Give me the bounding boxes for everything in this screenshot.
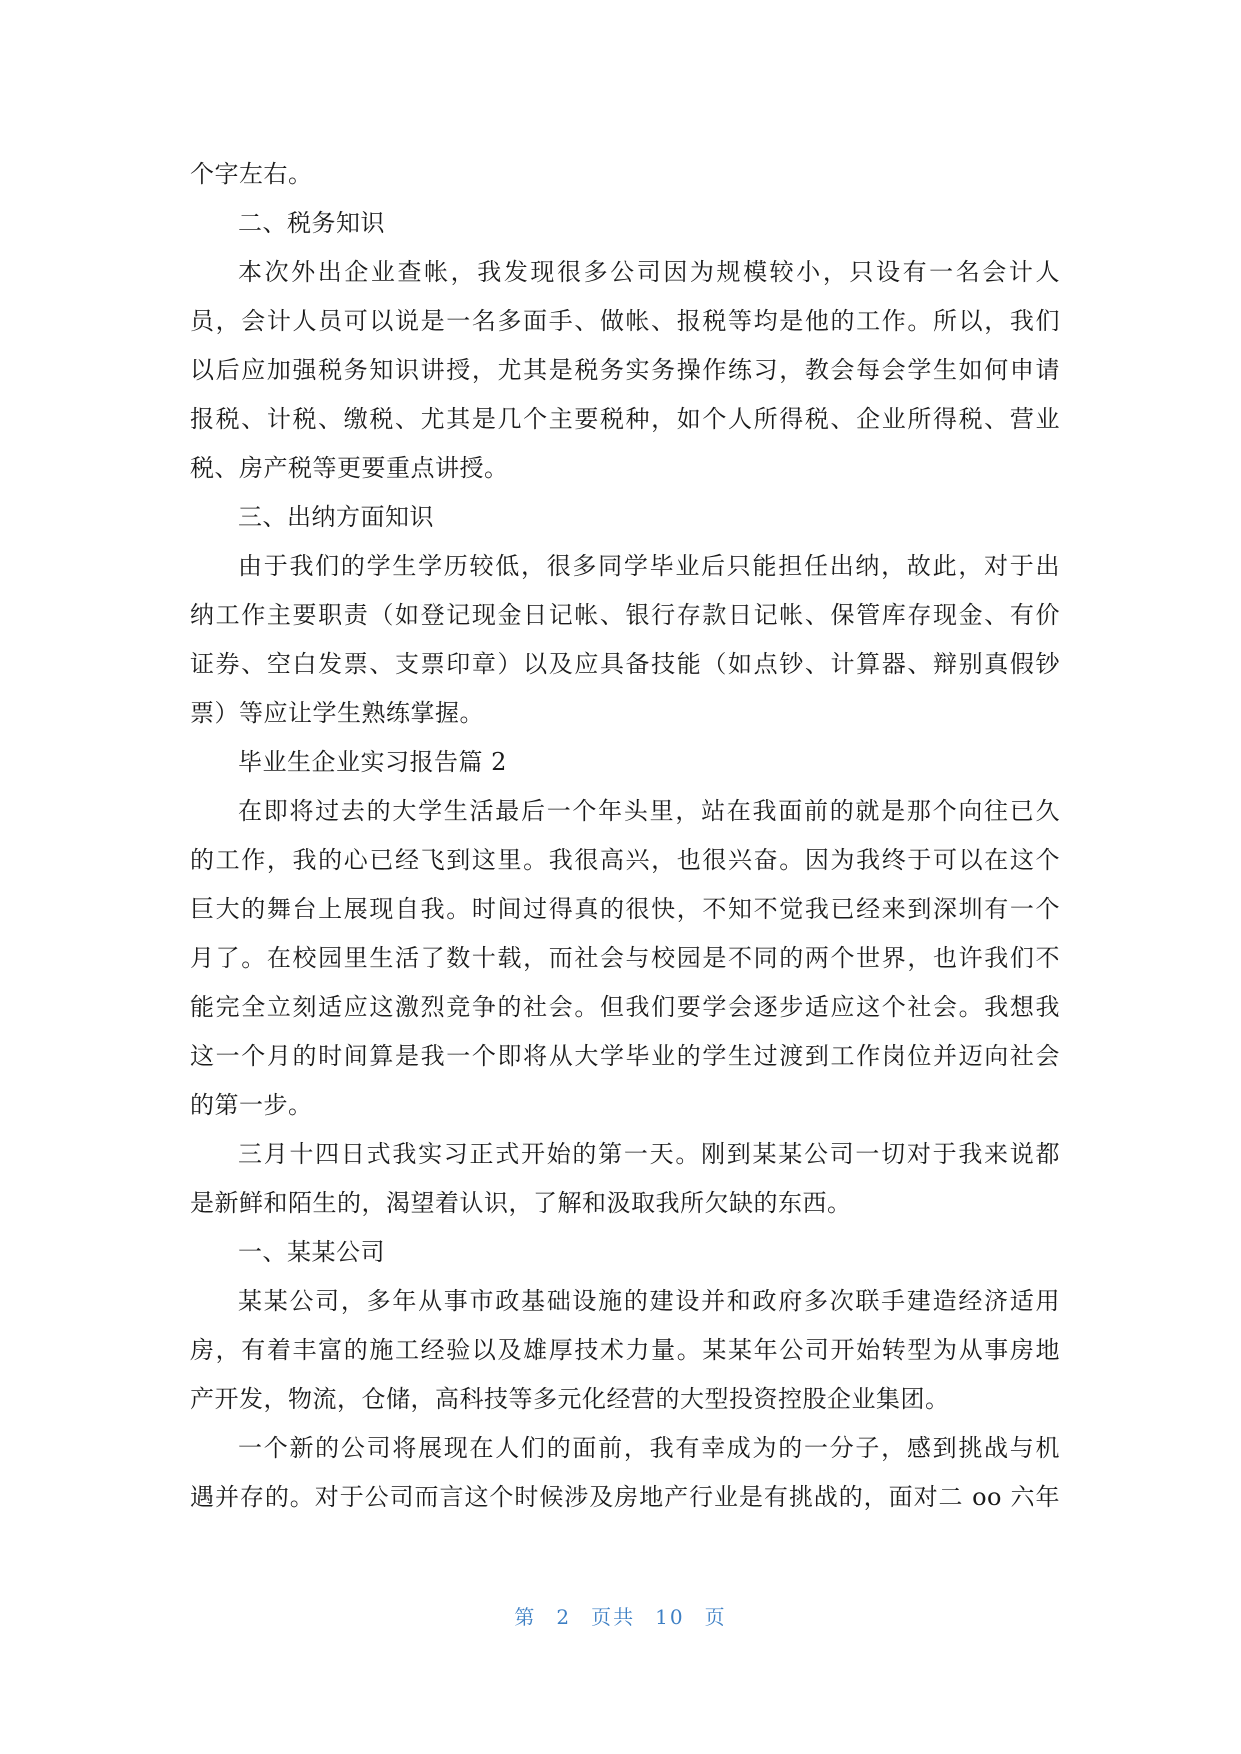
footer-page-current: 2 xyxy=(556,1605,572,1629)
text-line: 税、房产税等更要重点讲授。 xyxy=(190,454,509,482)
text-line: 纳工作主要职责（如登记现金日记帐、银行存款日记帐、保管库存现金、有价 xyxy=(190,601,1060,629)
text-line: 票）等应让学生熟练掌握。 xyxy=(190,699,484,727)
text-line: 以后应加强税务知识讲授，尤其是税务实务操作练习，教会每会学生如何申请 xyxy=(190,356,1060,384)
text-line: 一、某某公司 xyxy=(238,1238,385,1266)
footer-label-di: 第 xyxy=(514,1605,537,1629)
footer-page-total: 10 xyxy=(655,1605,685,1629)
text-line: 巨大的舞台上展现自我。时间过得真的很快，不知不觉我已经来到深圳有一个 xyxy=(190,895,1060,923)
text-line: 房，有着丰富的施工经验以及雄厚技术力量。某某年公司开始转型为从事房地 xyxy=(190,1336,1060,1364)
text-line: 报税、计税、缴税、尤其是几个主要税种，如个人所得税、企业所得税、营业 xyxy=(190,405,1060,433)
text-line: 的工作，我的心已经飞到这里。我很高兴，也很兴奋。因为我终于可以在这个 xyxy=(190,846,1060,874)
text-line: 是新鲜和陌生的，渴望着认识，了解和汲取我所欠缺的东西。 xyxy=(190,1189,852,1217)
text-line: 在即将过去的大学生活最后一个年头里，站在我面前的就是那个向往已久 xyxy=(238,797,1060,825)
text-line: 的第一步。 xyxy=(190,1091,313,1119)
text-line: 二、税务知识 xyxy=(238,209,385,237)
page-footer xyxy=(0,1601,1241,1630)
text-line: 由于我们的学生学历较低，很多同学毕业后只能担任出纳，故此，对于出 xyxy=(238,552,1060,580)
text-line: 三月十四日式我实习正式开始的第一天。刚到某某公司一切对于我来说都 xyxy=(238,1140,1060,1168)
text-line: 证券、空白发票、支票印章）以及应具备技能（如点钞、计算器、辩别真假钞 xyxy=(190,650,1060,678)
text-line: 能完全立刻适应这激烈竞争的社会。但我们要学会逐步适应这个社会。我想我 xyxy=(190,993,1060,1021)
text-line: 员，会计人员可以说是一名多面手、做帐、报税等均是他的工作。所以，我们 xyxy=(190,307,1060,335)
footer-label-ye: 页 xyxy=(704,1605,727,1629)
text-line: 一个新的公司将展现在人们的面前，我有幸成为的一分子，感到挑战与机 xyxy=(238,1434,1060,1462)
footer-label-ye-gong: 页共 xyxy=(591,1605,636,1629)
text-line: 本次外出企业查帐，我发现很多公司因为规模较小，只设有一名会计人 xyxy=(238,258,1060,286)
text-line: 这一个月的时间算是我一个即将从大学毕业的学生过渡到工作岗位并迈向社会 xyxy=(190,1042,1060,1070)
text-line: 毕业生企业实习报告篇 2 xyxy=(238,748,507,776)
text-line: 某某公司，多年从事市政基础设施的建设并和政府多次联手建造经济适用 xyxy=(238,1287,1060,1315)
text-line: 遇并存的。对于公司而言这个时候涉及房地产行业是有挑战的，面对二 oo 六年 xyxy=(190,1483,1060,1511)
document-body xyxy=(190,150,1060,1522)
text-line: 三、出纳方面知识 xyxy=(238,503,434,531)
text-line: 个字左右。 xyxy=(190,160,313,188)
text-line: 产开发，物流，仓储，高科技等多元化经营的大型投资控股企业集团。 xyxy=(190,1385,950,1413)
text-line: 月了。在校园里生活了数十载，而社会与校园是不同的两个世界，也许我们不 xyxy=(190,944,1060,972)
